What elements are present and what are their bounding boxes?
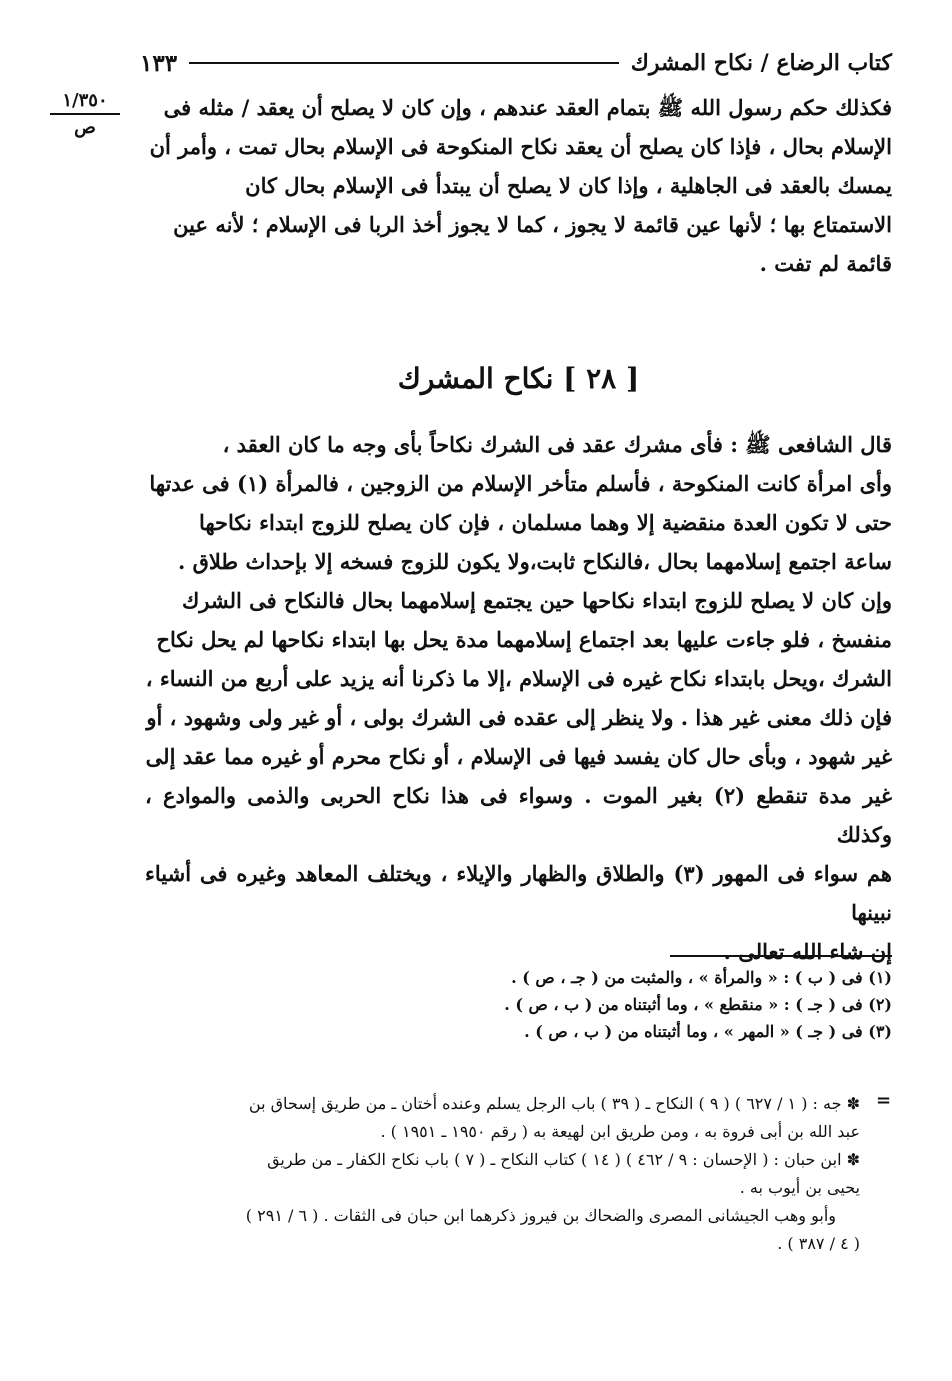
takhrij-line: عبد الله بن أبى فروة به ، ومن طريق ابن لهيعة به ( رقم ١٩٥٠ ـ ١٩٥١ ) .: [380, 1122, 860, 1141]
takhrij-line: ( ٤ / ٣٨٧ ) .: [777, 1234, 860, 1253]
speaker-label: قال الشافعى ﷺ :: [730, 432, 892, 457]
intro-line: الاستمتاع بها ؛ لأنها عين قائمة لا يجوز ، كما لا يجوز أخذ الربا فى الإسلام ؛ لأنه عين: [173, 212, 892, 237]
main-line: منفسخ ، فلو جاءت عليها بعد اجتماع إسلامهما مدة يحل بها ابتداء نكاحها لم يحل نكاح: [156, 627, 892, 652]
main-line: ساعة اجتمع إسلامهما بحال ،فالنكاح ثابت،ولا يكون للزوج فسخه إلا بإحداث طلاق .: [177, 549, 892, 574]
main-line: إن شاء الله تعالى .: [723, 939, 892, 964]
takhrij-notes: [145, 1090, 860, 1258]
main-paragraph: [145, 425, 892, 971]
footnote-1: (١) فى ( ب ) : « والمرأة » ، والمثبت من ( جـ ، ص ) .: [511, 968, 892, 987]
takhrij-line: وأبو وهب الجيشانى المصرى والضحاك بن فيروز ذكرهما ابن حبان فى الثقات . ( ٦ / ٢٩١ ): [245, 1206, 836, 1225]
running-header-title: كتاب الرضاع / نكاح المشرك: [630, 50, 892, 76]
intro-paragraph: [145, 88, 892, 283]
main-line: وأى امرأة كانت المنكوحة ، فأسلم متأخر الإسلام من الزوجين ، فالمرأة (١) فى عدتها: [149, 471, 892, 496]
footnote-3: (٣) فى ( جـ ) « المهر » ، وما أثبتناه من ( ب ، ص ) .: [524, 1022, 892, 1041]
margin-reference-bottom: ص: [74, 117, 96, 138]
takhrij-line: ✽ جه : ( ١ / ٦٢٧ ) ( ٩ ) النكاح ـ ( ٣٩ ) باب الرجل يسلم وعنده أختان ـ من طريق إسحاق بن: [248, 1094, 860, 1113]
section-heading: [ ٢٨ ] نكاح المشرك: [397, 362, 640, 395]
footnote-2: (٢) فى ( جـ ) : « منقطع » ، وما أثبتناه من ( ب ، ص ) .: [504, 995, 892, 1014]
main-line: حتى لا تكون العدة منقضية إلا وهما مسلمان ، فإن كان يصلح للزوج ابتداء نكاحها: [198, 510, 892, 535]
margin-reference: [50, 90, 120, 138]
main-line: وإن كان لا يصلح للزوج ابتداء نكاحها حين يجتمع إسلامهما بحال فالنكاح فى الشرك: [181, 588, 892, 613]
main-first-line: [145, 425, 892, 464]
intro-line: يمسك بالعقد فى الجاهلية ، وإذا كان لا يصلح أن يبتدأ فى الإسلام بحال كان: [245, 173, 892, 198]
main-line: هم سواء فى المهور (٣) والطلاق والظهار والإيلاء ، ويختلف المعاهد وغيره فى أشياء نبينها: [145, 861, 892, 925]
intro-line: قائمة لم تفت .: [759, 251, 892, 276]
takhrij-line: يحيى بن أيوب به .: [739, 1178, 860, 1197]
page-number: ١٣٣: [140, 49, 178, 77]
main-line: فإن ذلك معنى غير هذا . ولا ينظر إلى عقده فى الشرك بولى ، أو غير ولى وشهود ، أو: [146, 705, 892, 730]
main-line: غير مدة تنقطع (٢) بغير الموت . وسواء فى هذا نكاح الحربى والذمى والموادع ، وكذلك: [145, 783, 892, 847]
margin-reference-top: ١/٣٥٠: [50, 90, 120, 115]
footnotes: [145, 964, 892, 1045]
footnote-rule: [670, 955, 892, 957]
intro-line: الإسلام بحال ، فإذا كان يصلح أن يعقد نكاح المنكوحة فى الإسلام بحال تمت ، وأمر أن: [149, 134, 892, 159]
takhrij-continuation-mark: =: [876, 1090, 892, 1111]
main-line: غير شهود ، وبأى حال كان يفسد فيها فى الإسلام ، أو نكاح محرم أو غيره مما عقد إلى: [145, 744, 892, 769]
header-rule: [189, 62, 619, 64]
takhrij-line: ✽ ابن حبان : ( الإحسان : ٩ / ٤٦٢ ) ( ١٤ ) كتاب النكاح ـ ( ٧ ) باب نكاح الكفار ـ من طريق: [267, 1150, 860, 1169]
main-first-line-rest: فأى مشرك عقد فى الشرك نكاحاً بأى وجه ما كان العقد ،: [222, 432, 723, 457]
intro-line: فكذلك حكم رسول الله ﷺ بتمام العقد عندهم ، وإن كان لا يصلح أن يعقد / مثله فى: [163, 95, 892, 120]
main-line: الشرك ،ويحل بابتداء نكاح غيره فى الإسلام ،إلا ما ذكرنا أنه يزيد على أربع من النساء ،: [145, 666, 892, 691]
running-header: [140, 46, 892, 80]
